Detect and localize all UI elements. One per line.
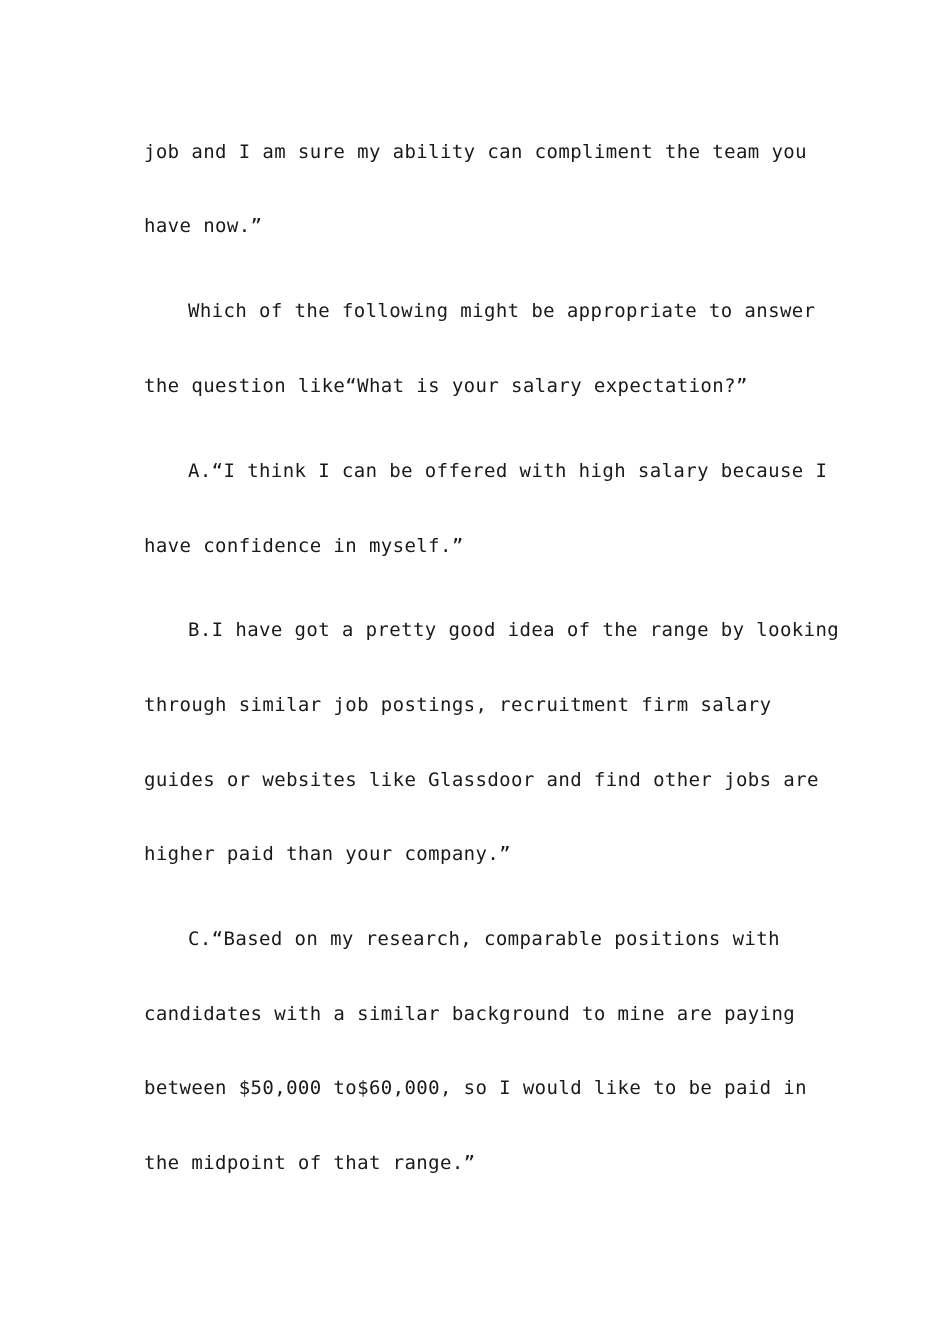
option-c-text: C.“Based on my research, comparable positions with: [188, 928, 780, 950]
option-b-text: B.I have got a pretty good idea of the range by looking: [188, 619, 840, 641]
question-text: the question like“What is your salary expectation?”: [144, 375, 748, 397]
question-text: Which of the following might be appropriate to answer: [188, 300, 816, 322]
option-c-text: the midpoint of that range.”: [144, 1152, 476, 1174]
option-b-text: through similar job postings, recruitment firm salary: [144, 694, 772, 716]
text-line-continuation: have now.”: [144, 215, 263, 237]
option-a-text: have confidence in myself.”: [144, 535, 464, 557]
text-line-continuation: job and I am sure my ability can compliment the team you: [144, 141, 807, 163]
option-c-text: candidates with a similar background to mine are paying: [144, 1003, 796, 1025]
option-b-text: higher paid than your company.”: [144, 843, 512, 865]
option-b-text: guides or websites like Glassdoor and find other jobs are: [144, 769, 819, 791]
option-a-text: A.“I think I can be offered with high salary because I: [188, 460, 828, 482]
option-c-text: between $50,000 to$60,000, so I would like to be paid in: [144, 1077, 807, 1099]
